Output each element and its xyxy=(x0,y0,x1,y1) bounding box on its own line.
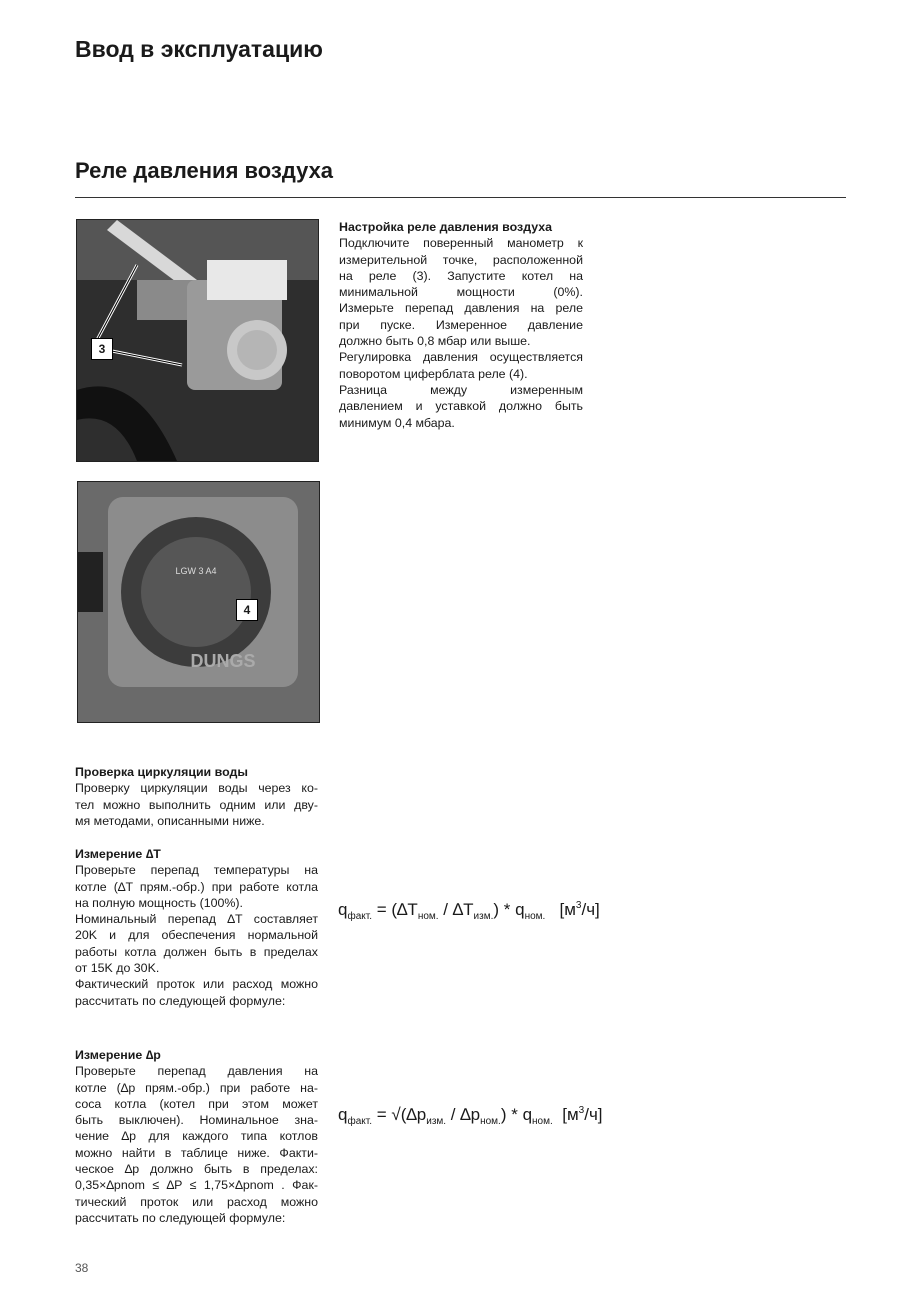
text-line: Измерьте перепад давления на реле xyxy=(339,301,583,316)
text-line: работы котла должен быть в пределах xyxy=(75,944,318,959)
text-line: при пуске. Измеренное давление xyxy=(339,317,583,332)
subheading: Настройка реле давления воздуха xyxy=(339,220,553,234)
photo-air-switch-image xyxy=(77,220,318,461)
formula-delta-p: $q_{факт.} = √(\Delta p_{изм.} / \Delta p_{ном.}) * q_{ном.}$ $[м^3/ч]$ xyxy=(338,1105,603,1127)
text-line: Проверьте перепад температуры на xyxy=(75,863,318,878)
text-line: Фактический проток или расход можно xyxy=(75,977,318,992)
subheading: Проверка циркуляции воды xyxy=(75,765,248,779)
photo-air-pressure-switch xyxy=(76,219,319,462)
text-line: 0,35×∆pnom ≤ ∆P ≤ 1,75×∆pnom . Фак- xyxy=(75,1178,318,1193)
text-line: чение ∆p для каждого типа котлов xyxy=(75,1129,318,1144)
text-line: Проверьте перепад давления на xyxy=(75,1064,318,1079)
subheading: Измерение ∆T xyxy=(75,847,161,861)
formula-delta-t: $q_{факт.} = (\Delta T_{ном.} / \Delta T_{изм.}) * q_{ном.}$ $[м^3/ч]$ xyxy=(338,900,600,922)
text-line: тический проток или расход можно xyxy=(75,1194,318,1209)
text-line: минимум 0,4 мбара. xyxy=(339,415,455,430)
text-line: Номинальный перепад ∆T составляет xyxy=(75,912,318,927)
photo-pressure-dial xyxy=(77,481,320,723)
text-line: измерительной точке, расположенной xyxy=(339,252,583,267)
svg-text:DUNGS: DUNGS xyxy=(190,651,256,671)
section-title: Реле давления воздуха xyxy=(75,158,334,183)
text-line: Регулировка давления осуществляется xyxy=(339,350,583,365)
callout-4: 4 xyxy=(236,599,258,621)
text-line: ческое ∆p должно быть в пределах: xyxy=(75,1162,318,1177)
text-line: на полную мощность (100%). xyxy=(75,895,243,910)
text-line: мя методами, описанными ниже. xyxy=(75,813,265,828)
text-line: можно найти в таблице ниже. Факти- xyxy=(75,1145,318,1160)
text-line: Подключите поверенный манометр к xyxy=(339,236,583,251)
text-line: на реле (3). Запустите котел на xyxy=(339,268,583,283)
callout-3: 3 xyxy=(91,338,113,360)
text-line: Проверку циркуляции воды через ко- xyxy=(75,781,318,796)
text-line: минимальной мощности (0%). xyxy=(339,285,583,300)
photo-dial-image xyxy=(78,482,319,722)
subheading: Измерение ∆p xyxy=(75,1048,161,1062)
text-line: 20K и для обеспечения нормальной xyxy=(75,928,318,943)
svg-text:LGW 3 A4: LGW 3 A4 xyxy=(175,566,217,576)
text-line: от 15K до 30K. xyxy=(75,961,160,976)
delta-t-text xyxy=(75,846,318,1009)
text-line: котле (∆T прям.-обр.) при работе котла xyxy=(75,879,318,894)
text-line: рассчитать по следующей формуле: xyxy=(75,1210,286,1225)
text-line: соса котла (котел при этом может xyxy=(75,1096,318,1111)
section-divider xyxy=(75,197,846,198)
text-line: поворотом циферблата реле (4). xyxy=(339,366,528,381)
air-switch-instructions xyxy=(339,219,583,431)
text-line: быть выключен). Номинальное зна- xyxy=(75,1113,318,1128)
page-header-title: Ввод в эксплуатацию xyxy=(75,36,323,62)
text-line: Разница между измеренным xyxy=(339,382,583,397)
text-line: рассчитать по следующей формуле: xyxy=(75,993,286,1008)
text-line: давлением и уставкой должно быть xyxy=(339,399,583,414)
water-circulation-text xyxy=(75,764,318,829)
delta-p-text xyxy=(75,1047,318,1226)
text-line: должно быть 0,8 мбар или выше. xyxy=(339,334,531,349)
page-number: 38 xyxy=(75,1261,89,1275)
text-line: котле (∆p прям.-обр.) при работе на- xyxy=(75,1080,318,1095)
text-line: тел можно выполнить одним или дву- xyxy=(75,797,318,812)
